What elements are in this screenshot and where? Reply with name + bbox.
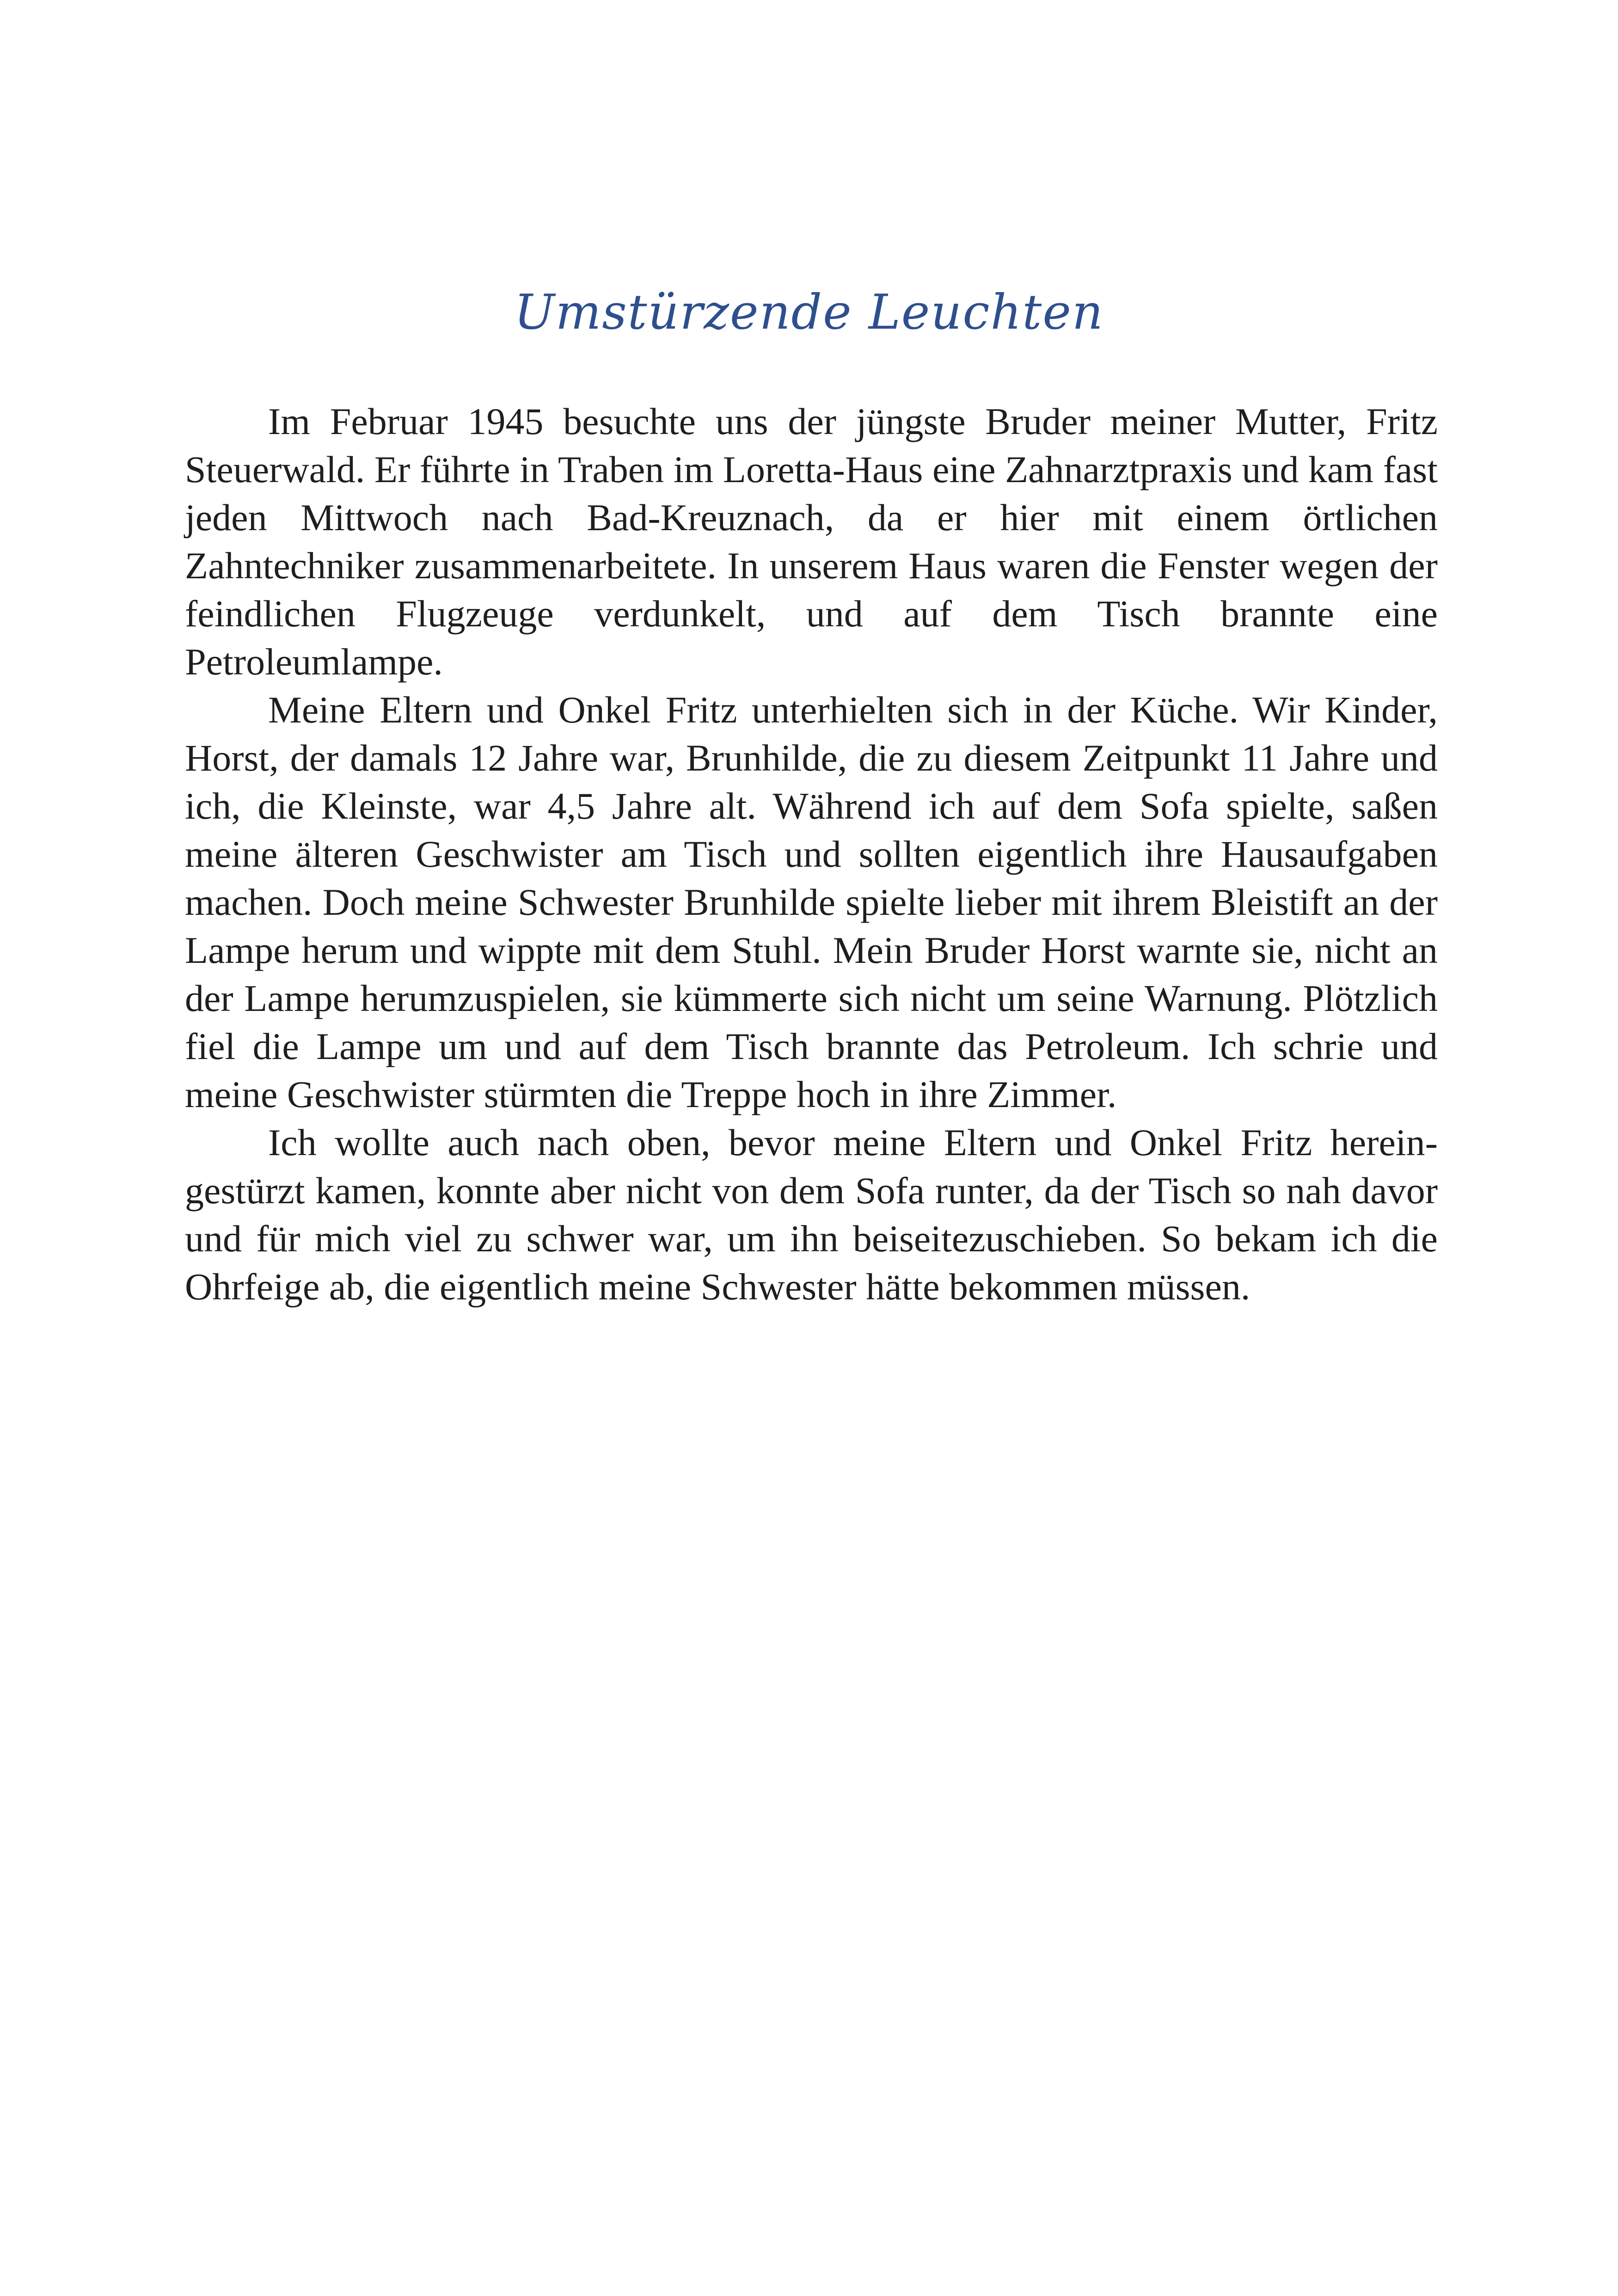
page-title: Umstürzende Leuchten — [514, 284, 1104, 340]
paragraph-2: Meine Eltern und Onkel Fritz unterhielten sich in der Küche. Wir Kinder, Horst, der damals 12 Jahre war, Brunhilde, die zu diesem Zeitpunkt 11 Jahre und ich, die Kleinste, war 4,5 Jahre alt. Während ich auf dem Sofa spielte, saßen meine älteren Geschwister am Tisch und sollten eigentlich ihre Hausaufgaben machen. Doch meine Schwester Brunhilde spielte lieber mit ihrem Bleistift an der Lampe herum und wippte mit dem Stuhl. Mein Bruder Horst warnte sie, nicht an der Lampe herumzuspielen, sie kümmerte sich nicht um seine Warnung. Plötzlich fiel die Lampe um und auf dem Tisch brannte das Petroleum. Ich schrie und meine Geschwister stürmten die Treppe hoch in ihre Zimmer. — [185, 689, 1438, 1115]
paragraph-3: Ich wollte auch nach oben, bevor meine Eltern und Onkel Fritz hereingestürzt kamen, konnte aber nicht von dem Sofa runter, da der Tisch so nah davor und für mich viel zu schwer war, um ihn beiseitezuschieben. So bekam ich die Ohrfeige ab, die eigentlich meine Schwester hätte bekommen müssen. — [185, 1121, 1438, 1308]
paragraph-1: Im Februar 1945 besuchte uns der jüngste Bruder meiner Mutter, Fritz Steuerwald. Er führte in Traben im Loretta-Haus eine Zahnarztpraxis und kam fast jeden Mittwoch nach Bad-Kreuznach, da er hier mit einem örtlichen Zahntechniker zusammenarbeitete. In unserem Haus waren die Fenster wegen der feindlichen Flugzeuge verdunkelt, und auf dem Tisch brannte eine Petroleumlampe. — [185, 400, 1438, 683]
body-text — [185, 398, 1438, 1311]
